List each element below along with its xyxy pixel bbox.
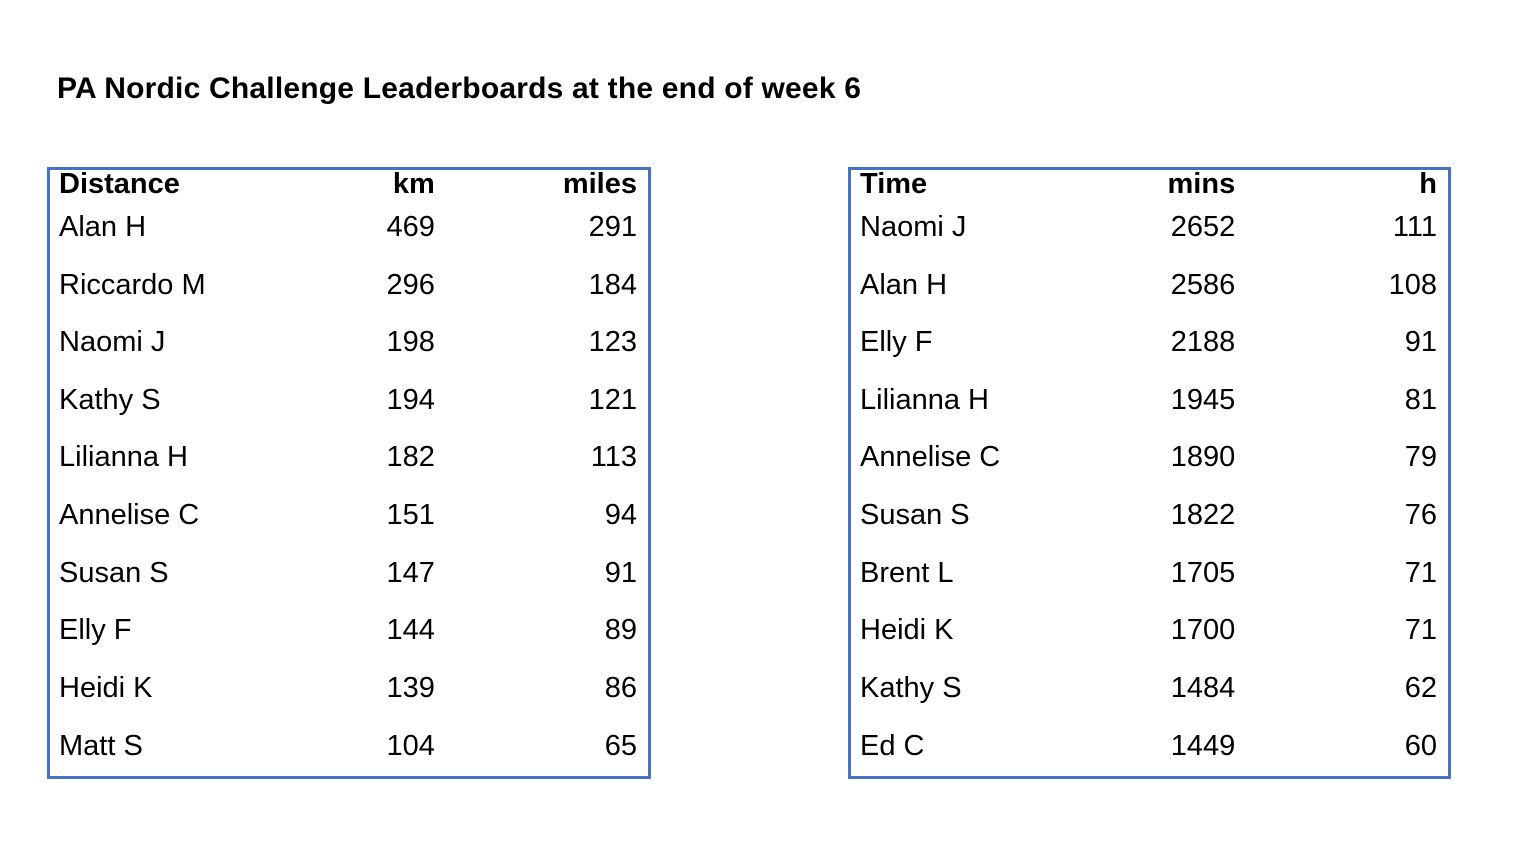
table-row: [49, 487, 650, 545]
value-cell: 71: [1404, 556, 1437, 589]
value-cell: 104: [386, 729, 435, 762]
value-cell: 2652: [1170, 211, 1236, 244]
value-cell: 91: [604, 556, 637, 589]
table-row: [49, 314, 650, 372]
value-cell: 1449: [1170, 729, 1236, 762]
table-row: [49, 602, 650, 660]
value-cell: 1705: [1170, 556, 1236, 589]
table-row: [850, 314, 1450, 372]
table-row: [850, 429, 1450, 487]
table-row: [49, 257, 650, 315]
value-cell: 194: [386, 383, 435, 416]
value-cell: 198: [386, 326, 435, 359]
value-cell: 1890: [1170, 441, 1236, 474]
participant-name-cell: Riccardo M: [59, 268, 206, 301]
value-cell: 79: [1404, 441, 1437, 474]
table-row: [49, 659, 650, 717]
header-cell: Time: [860, 168, 928, 199]
value-cell: 81: [1404, 383, 1437, 416]
value-cell: 1945: [1170, 383, 1236, 416]
value-cell: 296: [386, 268, 435, 301]
value-cell: 2586: [1170, 268, 1236, 301]
value-cell: 91: [1404, 326, 1437, 359]
value-cell: 94: [604, 499, 637, 531]
table-row: [49, 429, 650, 487]
header-cell: Distance: [59, 168, 180, 199]
table-row: [850, 717, 1450, 778]
participant-name-cell: Elly F: [59, 614, 132, 647]
table-row: [49, 544, 650, 602]
value-cell: 469: [386, 211, 435, 244]
header-row: [850, 169, 1450, 200]
table-row: [850, 257, 1450, 315]
distance-leaderboard-table: [47, 167, 651, 779]
value-cell: 151: [386, 499, 435, 531]
participant-name-cell: Lilianna H: [59, 441, 188, 474]
value-cell: 1822: [1170, 499, 1236, 531]
table-row: [850, 199, 1450, 257]
header-row: [49, 169, 650, 200]
header-cell: h: [1419, 168, 1437, 199]
header-cell: km: [392, 168, 435, 199]
table-row: [850, 544, 1450, 602]
value-cell: 89: [604, 614, 637, 647]
participant-name-cell: Ed C: [860, 729, 925, 762]
value-cell: 60: [1404, 729, 1437, 762]
value-cell: 121: [588, 383, 637, 416]
participant-name-cell: Alan H: [59, 211, 147, 244]
participant-name-cell: Kathy S: [59, 383, 161, 416]
value-cell: 123: [588, 326, 637, 359]
participant-name-cell: Lilianna H: [860, 383, 989, 416]
value-cell: 2188: [1170, 326, 1236, 359]
participant-name-cell: Kathy S: [860, 671, 962, 704]
participant-name-cell: Annelise C: [860, 441, 1001, 474]
participant-name-cell: Annelise C: [59, 499, 200, 531]
value-cell: 139: [386, 671, 435, 704]
value-cell: 76: [1404, 499, 1437, 531]
header-cell: mins: [1167, 168, 1236, 199]
participant-name-cell: Elly F: [860, 326, 933, 359]
participant-name-cell: Naomi J: [860, 211, 967, 244]
value-cell: 1484: [1170, 671, 1236, 704]
table-row: [850, 372, 1450, 430]
value-cell: 86: [604, 671, 637, 704]
value-cell: 144: [386, 614, 435, 647]
value-cell: 113: [590, 441, 637, 474]
table-row: [850, 659, 1450, 717]
table-row: [850, 602, 1450, 660]
value-cell: 291: [588, 211, 637, 244]
value-cell: 71: [1404, 614, 1437, 647]
header-cell: miles: [562, 168, 637, 199]
value-cell: 111: [1392, 211, 1437, 244]
participant-name-cell: Susan S: [860, 499, 970, 531]
value-cell: 1700: [1170, 614, 1236, 647]
table-row: [49, 717, 650, 778]
participant-name-cell: Brent L: [860, 556, 954, 589]
participant-name-cell: Alan H: [860, 268, 948, 301]
table-row: [49, 372, 650, 430]
value-cell: 108: [1388, 268, 1437, 301]
table-row: [49, 199, 650, 257]
time-leaderboard-table: [848, 167, 1451, 779]
value-cell: 182: [386, 441, 435, 474]
table-row: [850, 487, 1450, 545]
value-cell: 62: [1404, 671, 1437, 704]
participant-name-cell: Naomi J: [59, 326, 166, 359]
participant-name-cell: Heidi K: [59, 671, 153, 704]
participant-name-cell: Matt S: [59, 729, 143, 762]
page-title: PA Nordic Challenge Leaderboards at the end of week 6: [57, 72, 862, 105]
participant-name-cell: Susan S: [59, 556, 169, 589]
value-cell: 184: [588, 268, 637, 301]
value-cell: 65: [604, 729, 637, 762]
value-cell: 147: [386, 556, 435, 589]
participant-name-cell: Heidi K: [860, 614, 954, 647]
